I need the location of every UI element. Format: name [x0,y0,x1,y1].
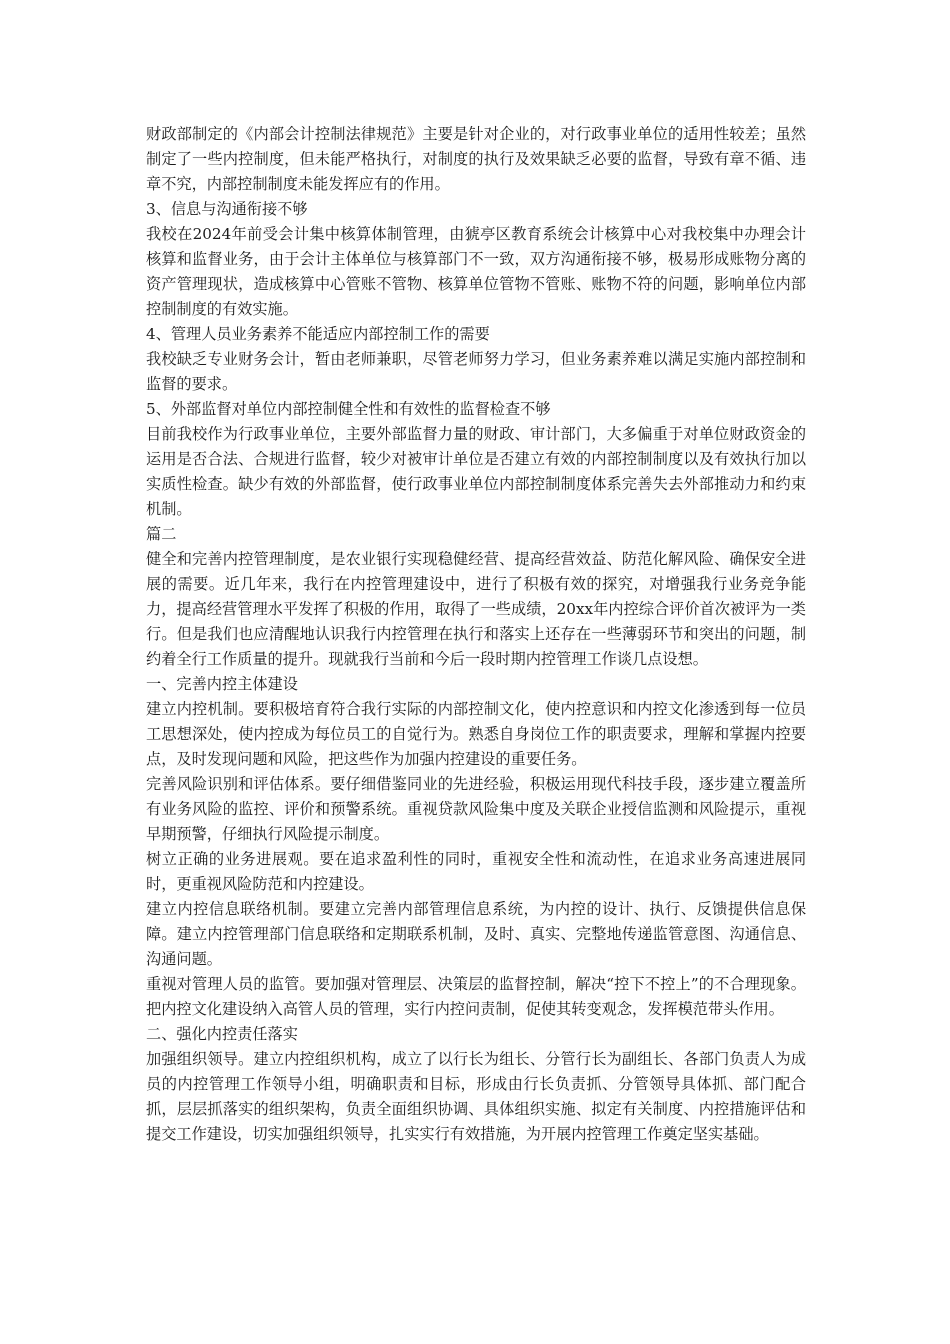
section-heading: 4、管理人员业务素养不能适应内部控制工作的需要 [146,325,490,343]
section-heading: 一、完善内控主体建设 [146,675,298,693]
paragraph: 财政部制定的《内部会计控制法律规范》主要是针对企业的，对行政事业单位的适用性较差；虽然制定了一些内控制度，但未能严格执行，对制度的执行及效果缺乏必要的监督，导致有章不循、违章不究，内部控制制度未能发挥应有的作用。 [146,125,806,193]
part-heading: 篇二 [146,525,177,543]
paragraph: 加强组织领导。建立内控组织机构，成立了以行长为组长、分管行长为副组长、各部门负责人为成员的内控管理工作领导小组，明确职责和目标，形成由行长负责抓、分管领导具体抓、部门配合抓，层层抓落实的组织架构，负责全面组织协调、具体组织实施、拟定有关制度、内控措施评估和提交工作建设，切实加强组织领导，扎实实行有效措施，为开展内控管理工作奠定坚实基础。 [146,1050,806,1143]
section-heading: 二、强化内控责任落实 [146,1025,298,1043]
paragraph: 建立内控信息联络机制。要建立完善内部管理信息系统，为内控的设计、执行、反馈提供信息保障。建立内控管理部门信息联络和定期联系机制，及时、真实、完整地传递监管意图、沟通信息、沟通问题。 [146,900,806,968]
document-body [146,122,806,1147]
paragraph: 完善风险识别和评估体系。要仔细借鉴同业的先进经验，积极运用现代科技手段，逐步建立覆盖所有业务风险的监控、评价和预警系统。重视贷款风险集中度及关联企业授信监测和风险提示，重视早期预警，仔细执行风险提示制度。 [146,775,806,843]
paragraph: 我校在2024年前受会计集中核算体制管理，由猇亭区教育系统会计核算中心对我校集中办理会计核算和监督业务，由于会计主体单位与核算部门不一致，双方沟通衔接不够，极易形成账物分离的资产管理现状，造成核算中心管账不管物、核算单位管物不管账、账物不符的问题，影响单位内部控制制度的有效实施。 [146,225,806,318]
paragraph: 健全和完善内控管理制度，是农业银行实现稳健经营、提高经营效益、防范化解风险、确保安全进展的需要。近几年来，我行在内控管理建设中，进行了积极有效的探究，对增强我行业务竞争能力，提高经营管理水平发挥了积极的作用，取得了一些成绩，20xx年内控综合评价首次被评为一类行。但是我们也应清醒地认识我行内控管理在执行和落实上还存在一些薄弱环节和突出的问题，制约着全行工作质量的提升。现就我行当前和今后一段时期内控管理工作谈几点设想。 [146,550,806,668]
section-heading: 3、信息与沟通衔接不够 [146,200,308,218]
paragraph: 目前我校作为行政事业单位，主要外部监督力量的财政、审计部门，大多偏重于对单位财政资金的运用是否合法、合规进行监督，较少对被审计单位是否建立有效的内部控制制度以及有效执行加以实质性检查。缺少有效的外部监督，使行政事业单位内部控制制度体系完善失去外部推动力和约束机制。 [146,425,806,518]
paragraph: 重视对管理人员的监管。要加强对管理层、决策层的监督控制，解决“控下不控上”的不合理现象。把内控文化建设纳入高管人员的管理，实行内控问责制，促使其转变观念，发挥模范带头作用。 [146,975,806,1018]
paragraph: 我校缺乏专业财务会计，暂由老师兼职，尽管老师努力学习，但业务素养难以满足实施内部控制和监督的要求。 [146,350,806,393]
paragraph: 建立内控机制。要积极培育符合我行实际的内部控制文化，使内控意识和内控文化渗透到每一位员工思想深处，使内控成为每位员工的自觉行为。熟悉自身岗位工作的职责要求，理解和掌握内控要点，及时发现问题和风险，把这些作为加强内控建设的重要任务。 [146,700,806,768]
paragraph: 树立正确的业务进展观。要在追求盈利性的同时，重视安全性和流动性，在追求业务高速进展同时，更重视风险防范和内控建设。 [146,850,806,893]
section-heading: 5、外部监督对单位内部控制健全性和有效性的监督检查不够 [146,400,551,418]
